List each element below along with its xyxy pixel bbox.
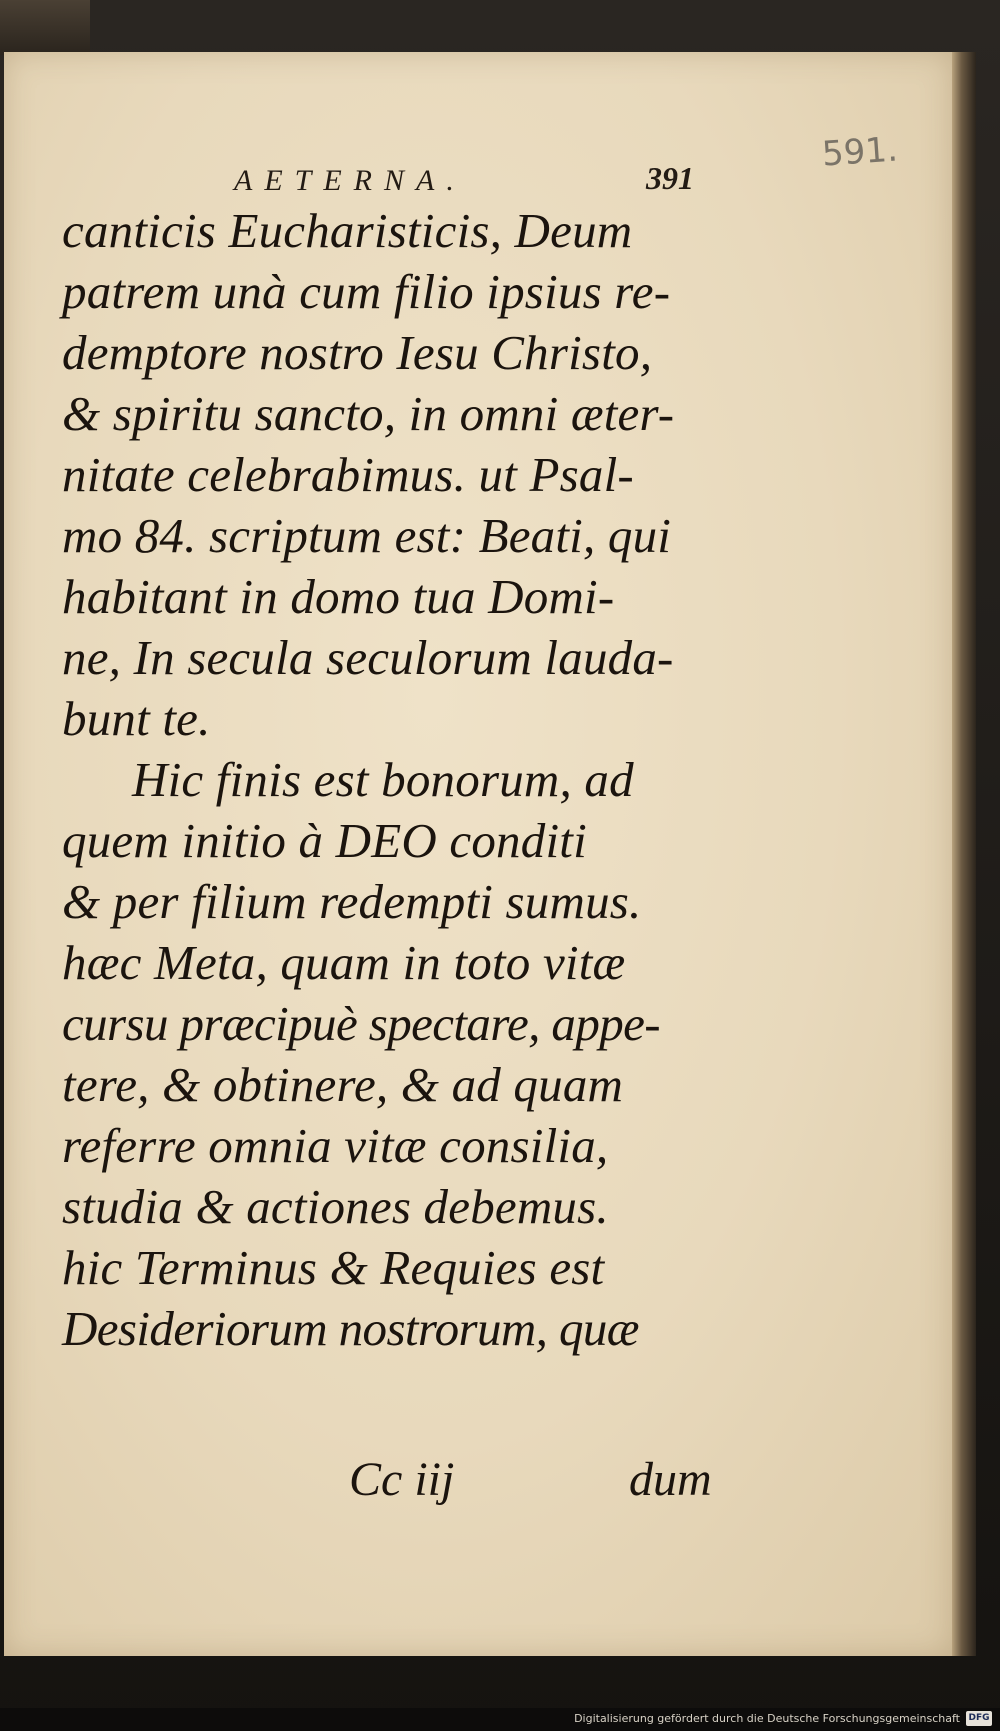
text-line: tere, & obtinere, & ad quam [62, 1057, 624, 1112]
page-number: 391 [646, 160, 694, 196]
signature-mark: Cc iij [349, 1453, 455, 1506]
dfg-logo: DFG [966, 1711, 992, 1726]
text-line: ne, In secula seculorum lauda- [62, 630, 674, 685]
binding-corner [0, 0, 90, 55]
page-edge [952, 52, 976, 1656]
text-line: quem initio à DEO conditi [62, 813, 587, 868]
text-line: canticis Eucharisticis, Deum [62, 203, 633, 258]
text-line: mo 84. scriptum est: Beati, qui [62, 508, 672, 563]
text-line: & spiritu sancto, in omni æter- [62, 386, 675, 441]
digitization-footer [0, 1708, 1000, 1731]
text-line: habitant in domo tua Domi- [62, 569, 615, 624]
text-line: studia & actiones debemus. [62, 1179, 609, 1234]
body-text [62, 200, 712, 1359]
catchword: dum [629, 1453, 712, 1506]
text-line: patrem unà cum filio ipsius re- [62, 264, 671, 319]
text-line: cursu præcipuè spectare, appe- [62, 996, 660, 1051]
running-head: AETERNA. [234, 164, 466, 197]
text-line: demptore nostro Iesu Christo, [62, 325, 653, 380]
book-page [4, 52, 952, 1656]
text-line: hæc Meta, quam in toto vitæ [62, 935, 626, 990]
text-line: bunt te. [62, 691, 211, 746]
text-line: hic Terminus & Requies est [62, 1240, 605, 1295]
text-line: nitate celebrabimus. ut Psal- [62, 447, 634, 502]
paragraph-start-line: Hic finis est bonorum, ad [132, 752, 634, 807]
page-header [234, 160, 694, 204]
funding-credit: Digitalisierung gefördert durch die Deutsche Forschungsgemeinschaft [574, 1712, 960, 1725]
text-line: & per filium redempti sumus. [62, 874, 642, 929]
pencil-annotation: 591. [820, 129, 900, 175]
text-line: referre omnia vitæ consilia, [62, 1118, 609, 1173]
text-line: Desideriorum nostrorum, quæ [62, 1301, 639, 1356]
signature-line [4, 1452, 952, 1512]
